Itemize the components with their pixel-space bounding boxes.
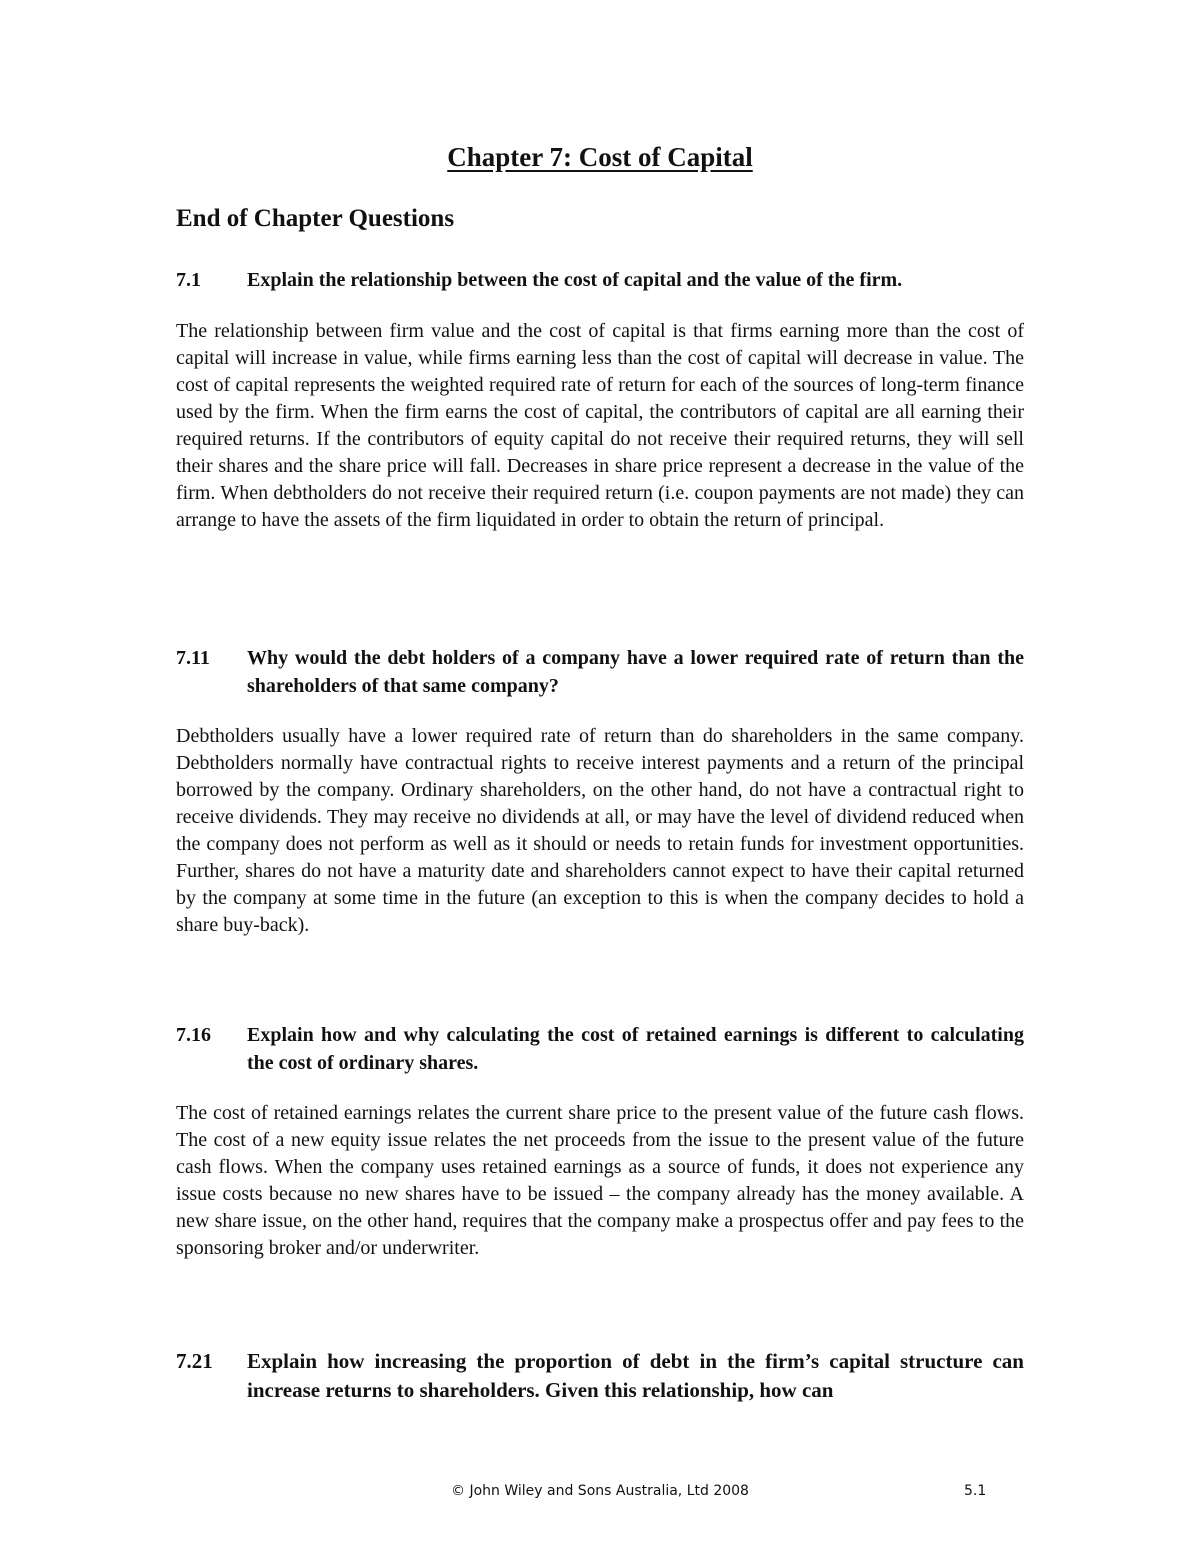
question-7-11 <box>176 644 1024 700</box>
question-7-1 <box>176 266 1024 294</box>
answer-7-16: The cost of retained earnings relates the current share price to the present value of the future cash flows. The cost of a new equity issue relates the net proceeds from the issue to the present value of the future cash flows. When the company uses retained earnings as a source of funds, it does not experience any issue costs because no new shares have to be issued – the company already has the money available. A new share issue, on the other hand, requires that the company make a prospectus offer and pay fees to the sponsoring broker and/or underwriter. <box>176 1102 1024 1259</box>
question-text: Explain how increasing the proportion of debt in the firm’s capital structure can increase returns to shareholders. Given this relationship, how can <box>247 1349 1024 1402</box>
footer-copyright: © John Wiley and Sons Australia, Ltd 2008 <box>451 1483 749 1499</box>
section-heading: End of Chapter Questions <box>176 205 455 232</box>
question-text: Explain how and why calculating the cost of retained earnings is different to calculating the cost of ordinary shares. <box>247 1024 1024 1074</box>
footer-page-number: 5.1 <box>964 1483 987 1499</box>
question-text: Why would the debt holders of a company have a lower required rate of return than the shareholders of that same company? <box>247 647 1024 697</box>
answer-7-11: Debtholders usually have a lower required rate of return than do shareholders in the same company. Debtholders normally have contractual rights to receive interest payments and a return of the principal borrowed by the company. Ordinary shareholders, on the other hand, do not have a contractual right to receive dividends. They may receive no dividends at all, or may have the level of dividend reduced when the company does not perform as well as it should or needs to retain funds for investment opportunities. Further, shares do not have a maturity date and shareholders cannot expect to have their capital returned by the company at some time in the future (an exception to this is when the company decides to hold a share buy-back). <box>176 725 1024 936</box>
answer-7-1: The relationship between firm value and the cost of capital is that firms earning more than the cost of capital will increase in value, while firms earning less than the cost of capital will decrease in value. The cost of capital represents the weighted required rate of return for each of the sources of long-term finance used by the firm. When the firm earns the cost of capital, the contributors of capital are all earning their required returns. If the contributors of equity capital do not receive their required returns, they will sell their shares and the share price will fall. Decreases in share price represent a decrease in the value of the firm. When debtholders do not receive their required return (i.e. coupon payments are not made) they can arrange to have the assets of the firm liquidated in order to obtain the return of principal. <box>176 320 1024 531</box>
question-number: 7.11 <box>176 647 210 669</box>
question-number: 7.1 <box>176 269 201 291</box>
chapter-title: Chapter 7: Cost of Capital <box>447 142 753 172</box>
question-7-16 <box>176 1021 1024 1077</box>
question-7-21 <box>176 1347 1024 1405</box>
question-text: Explain the relationship between the cost of capital and the value of the firm. <box>247 269 903 291</box>
question-number: 7.16 <box>176 1024 211 1046</box>
question-number: 7.21 <box>176 1349 213 1373</box>
